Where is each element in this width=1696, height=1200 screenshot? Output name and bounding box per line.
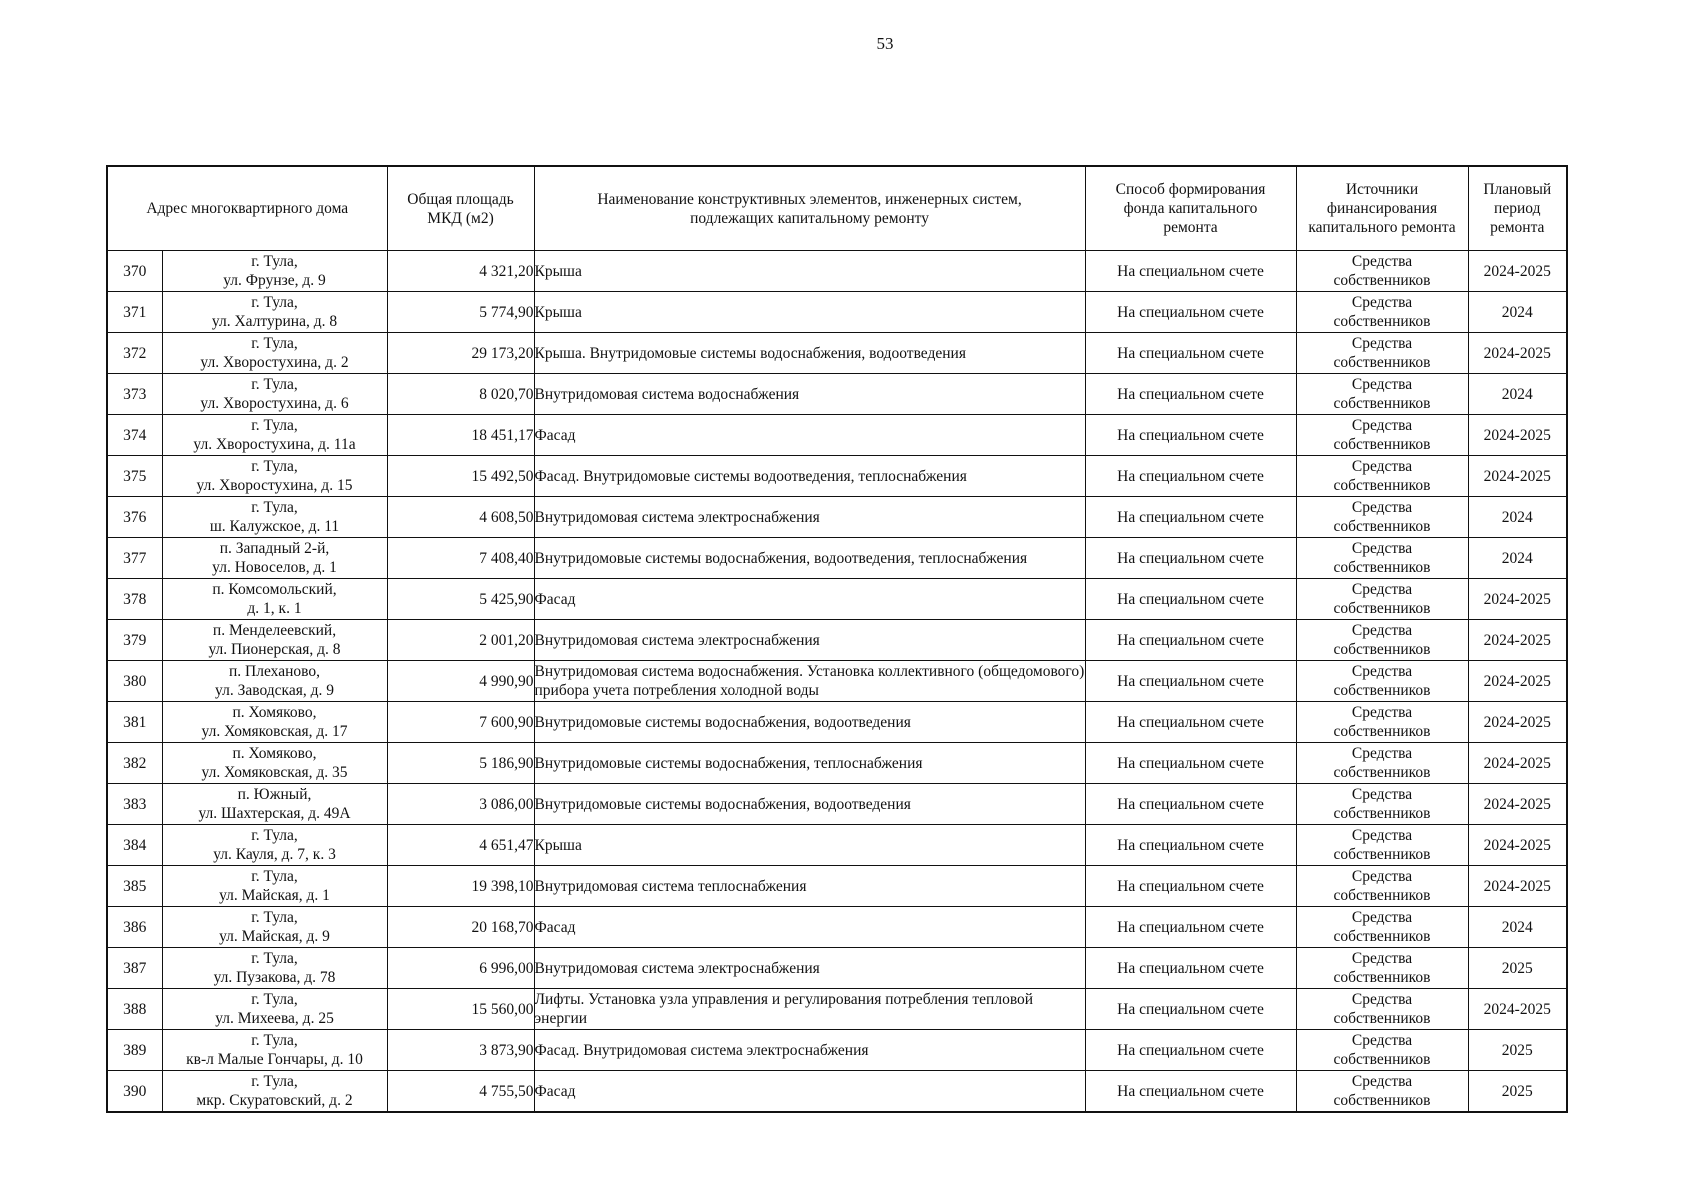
row-number: 387: [107, 948, 162, 989]
address-line-2: мкр. Скуратовский, д. 2: [196, 1092, 353, 1109]
source-cell: [1296, 415, 1468, 456]
row-number: 371: [107, 292, 162, 333]
address-line-2: ул. Хворостухина, д. 2: [200, 354, 349, 371]
source-cell: [1296, 1030, 1468, 1071]
source-cell: [1296, 825, 1468, 866]
area-cell: 4 651,47: [387, 825, 534, 866]
elements-cell: Фасад: [534, 907, 1085, 948]
elements-cell: Внутридомовая система водоснабжения. Установка коллективного (общедомового) прибора учета потребления холодной воды: [534, 661, 1085, 702]
address-line-1: п. Хомяково,: [232, 704, 317, 721]
table-row: [107, 292, 1567, 333]
source-cell: [1296, 907, 1468, 948]
address-cell: [162, 538, 387, 579]
elements-cell: Крыша: [534, 292, 1085, 333]
elements-cell: Крыша: [534, 825, 1085, 866]
area-cell: 5 774,90: [387, 292, 534, 333]
source-line-1: Средства: [1351, 991, 1413, 1008]
source-line-1: Средства: [1351, 745, 1413, 762]
address-line-2: ул. Хворостухина, д. 11а: [193, 436, 356, 453]
area-cell: 8 020,70: [387, 374, 534, 415]
source-cell: [1296, 333, 1468, 374]
address-line-2: ул. Хомяковская, д. 35: [201, 764, 348, 781]
source-line-1: Средства: [1351, 417, 1413, 434]
table-row: [107, 989, 1567, 1030]
source-line-1: Средства: [1351, 253, 1413, 270]
row-number: 374: [107, 415, 162, 456]
row-number: 382: [107, 743, 162, 784]
period-cell: 2024-2025: [1468, 251, 1567, 292]
row-number: 372: [107, 333, 162, 374]
method-cell: На специальном счете: [1085, 784, 1296, 825]
address-line-2: ул. Майская, д. 9: [219, 928, 330, 945]
table-row: [107, 415, 1567, 456]
row-number: 377: [107, 538, 162, 579]
method-cell: На специальном счете: [1085, 825, 1296, 866]
row-number: 381: [107, 702, 162, 743]
source-line-2: собственников: [1333, 477, 1431, 494]
table-row: [107, 374, 1567, 415]
address-line-2: ул. Пузакова, д. 78: [213, 969, 336, 986]
method-cell: На специальном счете: [1085, 456, 1296, 497]
period-cell: 2024-2025: [1468, 579, 1567, 620]
source-cell: [1296, 497, 1468, 538]
address-line-1: п. Западный 2-й,: [219, 540, 330, 557]
source-line-1: Средства: [1351, 540, 1413, 557]
elements-cell: Внутридомовые системы водоснабжения, водоотведения: [534, 784, 1085, 825]
row-number: 375: [107, 456, 162, 497]
address-cell: [162, 989, 387, 1030]
period-cell: 2024-2025: [1468, 825, 1567, 866]
row-number: 373: [107, 374, 162, 415]
source-cell: [1296, 989, 1468, 1030]
table-row: [107, 948, 1567, 989]
area-cell: 20 168,70: [387, 907, 534, 948]
header-source: Источники финансирования капитального ремонта: [1296, 166, 1468, 251]
address-line-1: г. Тула,: [251, 827, 298, 844]
address-line-2: ул. Шахтерская, д. 49А: [198, 805, 351, 822]
row-number: 376: [107, 497, 162, 538]
source-line-2: собственников: [1333, 600, 1431, 617]
address-line-1: г. Тула,: [251, 499, 298, 516]
row-number: 380: [107, 661, 162, 702]
elements-cell: Внутридомовые системы водоснабжения, водоотведения, теплоснабжения: [534, 538, 1085, 579]
method-cell: На специальном счете: [1085, 251, 1296, 292]
source-cell: [1296, 579, 1468, 620]
method-cell: На специальном счете: [1085, 743, 1296, 784]
area-cell: 15 492,50: [387, 456, 534, 497]
row-number: 370: [107, 251, 162, 292]
address-line-2: ул. Михеева, д. 25: [215, 1010, 334, 1027]
address-line-1: г. Тула,: [251, 458, 298, 475]
source-line-1: Средства: [1351, 663, 1413, 680]
source-cell: [1296, 538, 1468, 579]
period-cell: 2025: [1468, 1071, 1567, 1113]
area-cell: 3 086,00: [387, 784, 534, 825]
source-line-2: собственников: [1333, 272, 1431, 289]
row-number: 385: [107, 866, 162, 907]
address-line-2: ул. Фрунзе, д. 9: [223, 272, 326, 289]
source-line-2: собственников: [1333, 928, 1431, 945]
period-cell: 2024-2025: [1468, 415, 1567, 456]
source-line-2: собственников: [1333, 723, 1431, 740]
method-cell: На специальном счете: [1085, 907, 1296, 948]
source-line-1: Средства: [1351, 335, 1413, 352]
period-cell: 2024-2025: [1468, 743, 1567, 784]
table-row: [107, 784, 1567, 825]
address-line-1: г. Тула,: [251, 950, 298, 967]
method-cell: На специальном счете: [1085, 497, 1296, 538]
address-cell: [162, 374, 387, 415]
header-area: Общая площадь МКД (м2): [387, 166, 534, 251]
area-cell: 4 990,90: [387, 661, 534, 702]
source-line-1: Средства: [1351, 1032, 1413, 1049]
source-line-1: Средства: [1351, 581, 1413, 598]
source-line-2: собственников: [1333, 395, 1431, 412]
address-line-2: ул. Хворостухина, д. 6: [200, 395, 349, 412]
source-cell: [1296, 620, 1468, 661]
period-cell: 2024: [1468, 497, 1567, 538]
source-cell: [1296, 1071, 1468, 1113]
period-cell: 2024: [1468, 538, 1567, 579]
elements-cell: Внутридомовая система электроснабжения: [534, 948, 1085, 989]
table-row: [107, 1030, 1567, 1071]
address-cell: [162, 620, 387, 661]
table-row: [107, 620, 1567, 661]
source-cell: [1296, 866, 1468, 907]
source-line-1: Средства: [1351, 909, 1413, 926]
source-line-1: Средства: [1351, 622, 1413, 639]
address-cell: [162, 333, 387, 374]
address-cell: [162, 948, 387, 989]
elements-cell: Лифты. Установка узла управления и регулирования потребления тепловой энергии: [534, 989, 1085, 1030]
address-line-2: ул. Майская, д. 1: [219, 887, 330, 904]
source-line-1: Средства: [1351, 294, 1413, 311]
period-cell: 2024: [1468, 907, 1567, 948]
source-line-2: собственников: [1333, 846, 1431, 863]
period-cell: 2025: [1468, 948, 1567, 989]
source-cell: [1296, 743, 1468, 784]
address-cell: [162, 661, 387, 702]
source-cell: [1296, 374, 1468, 415]
address-cell: [162, 743, 387, 784]
period-cell: 2024-2025: [1468, 866, 1567, 907]
row-number: 388: [107, 989, 162, 1030]
source-line-2: собственников: [1333, 764, 1431, 781]
address-cell: [162, 907, 387, 948]
source-line-1: Средства: [1351, 704, 1413, 721]
address-line-2: ул. Заводская, д. 9: [215, 682, 334, 699]
address-cell: [162, 702, 387, 743]
period-cell: 2024-2025: [1468, 456, 1567, 497]
address-cell: [162, 866, 387, 907]
address-line-1: п. Плеханово,: [229, 663, 320, 680]
address-cell: [162, 251, 387, 292]
address-line-1: г. Тула,: [251, 868, 298, 885]
table-row: [107, 743, 1567, 784]
area-cell: 3 873,90: [387, 1030, 534, 1071]
period-cell: 2024-2025: [1468, 989, 1567, 1030]
table-row: [107, 579, 1567, 620]
period-cell: 2024-2025: [1468, 661, 1567, 702]
method-cell: На специальном счете: [1085, 292, 1296, 333]
source-line-2: собственников: [1333, 969, 1431, 986]
header-address: Адрес многоквартирного дома: [107, 166, 387, 251]
row-number: 384: [107, 825, 162, 866]
source-cell: [1296, 661, 1468, 702]
area-cell: 4 321,20: [387, 251, 534, 292]
source-line-2: собственников: [1333, 805, 1431, 822]
method-cell: На специальном счете: [1085, 948, 1296, 989]
elements-cell: Крыша: [534, 251, 1085, 292]
row-number: 390: [107, 1071, 162, 1113]
source-line-2: собственников: [1333, 1010, 1431, 1027]
table-row: [107, 251, 1567, 292]
source-line-2: собственников: [1333, 436, 1431, 453]
source-line-2: собственников: [1333, 1092, 1431, 1109]
address-cell: [162, 1030, 387, 1071]
method-cell: На специальном счете: [1085, 579, 1296, 620]
address-line-1: г. Тула,: [251, 1073, 298, 1090]
period-cell: 2024: [1468, 292, 1567, 333]
area-cell: 18 451,17: [387, 415, 534, 456]
address-line-1: п. Хомяково,: [232, 745, 317, 762]
source-line-2: собственников: [1333, 887, 1431, 904]
source-line-1: Средства: [1351, 458, 1413, 475]
elements-cell: Фасад. Внутридомовая система электроснабжения: [534, 1030, 1085, 1071]
address-line-1: г. Тула,: [251, 417, 298, 434]
period-cell: 2024-2025: [1468, 702, 1567, 743]
elements-cell: Внутридомовые системы водоснабжения, теплоснабжения: [534, 743, 1085, 784]
period-cell: 2024-2025: [1468, 784, 1567, 825]
elements-cell: Фасад. Внутридомовые системы водоотведения, теплоснабжения: [534, 456, 1085, 497]
source-cell: [1296, 702, 1468, 743]
source-line-1: Средства: [1351, 1073, 1413, 1090]
method-cell: На специальном счете: [1085, 333, 1296, 374]
elements-cell: Внутридомовая система теплоснабжения: [534, 866, 1085, 907]
row-number: 386: [107, 907, 162, 948]
address-line-1: п. Менделеевский,: [212, 622, 337, 639]
source-cell: [1296, 251, 1468, 292]
table-body: [107, 251, 1567, 1113]
area-cell: 2 001,20: [387, 620, 534, 661]
area-cell: 19 398,10: [387, 866, 534, 907]
source-line-2: собственников: [1333, 354, 1431, 371]
table-row: [107, 497, 1567, 538]
address-line-2: ул. Кауля, д. 7, к. 3: [213, 846, 336, 863]
method-cell: На специальном счете: [1085, 374, 1296, 415]
source-line-1: Средства: [1351, 786, 1413, 803]
source-line-2: собственников: [1333, 559, 1431, 576]
header-elements: Наименование конструктивных элементов, инженерных систем, подлежащих капитальному ремонту: [534, 166, 1085, 251]
address-line-2: кв-л Малые Гончары, д. 10: [186, 1051, 363, 1068]
row-number: 379: [107, 620, 162, 661]
area-cell: 29 173,20: [387, 333, 534, 374]
method-cell: На специальном счете: [1085, 1030, 1296, 1071]
table-row: [107, 907, 1567, 948]
area-cell: 7 408,40: [387, 538, 534, 579]
repair-table: [106, 165, 1568, 1113]
method-cell: На специальном счете: [1085, 702, 1296, 743]
table-row: [107, 1071, 1567, 1113]
source-cell: [1296, 948, 1468, 989]
row-number: 378: [107, 579, 162, 620]
method-cell: На специальном счете: [1085, 415, 1296, 456]
page-number: 53: [876, 34, 894, 53]
method-cell: На специальном счете: [1085, 989, 1296, 1030]
source-line-1: Средства: [1351, 827, 1413, 844]
method-cell: На специальном счете: [1085, 661, 1296, 702]
address-line-1: п. Южный,: [237, 786, 312, 803]
method-cell: На специальном счете: [1085, 866, 1296, 907]
row-number: 383: [107, 784, 162, 825]
elements-cell: Внутридомовая система электроснабжения: [534, 497, 1085, 538]
table-row: [107, 825, 1567, 866]
elements-cell: Фасад: [534, 415, 1085, 456]
address-line-2: ш. Калужское, д. 11: [209, 518, 340, 535]
method-cell: На специальном счете: [1085, 538, 1296, 579]
area-cell: 15 560,00: [387, 989, 534, 1030]
address-line-2: д. 1, к. 1: [247, 600, 302, 617]
area-cell: 4 755,50: [387, 1071, 534, 1113]
address-line-2: ул. Халтурина, д. 8: [211, 313, 338, 330]
table-row: [107, 538, 1567, 579]
address-line-1: п. Комсомольский,: [212, 581, 337, 598]
source-line-1: Средства: [1351, 376, 1413, 393]
table-row: [107, 333, 1567, 374]
source-line-1: Средства: [1351, 950, 1413, 967]
source-line-2: собственников: [1333, 682, 1431, 699]
source-line-1: Средства: [1351, 499, 1413, 516]
area-cell: 7 600,90: [387, 702, 534, 743]
address-line-1: г. Тула,: [251, 253, 298, 270]
header-method: Способ формирования фонда капитального ремонта: [1085, 166, 1296, 251]
table-row: [107, 702, 1567, 743]
address-cell: [162, 579, 387, 620]
address-line-2: ул. Пионерская, д. 8: [208, 641, 341, 658]
elements-cell: Крыша. Внутридомовые системы водоснабжения, водоотведения: [534, 333, 1085, 374]
address-line-1: г. Тула,: [251, 376, 298, 393]
method-cell: На специальном счете: [1085, 620, 1296, 661]
address-line-1: г. Тула,: [251, 335, 298, 352]
table-row: [107, 456, 1567, 497]
source-line-1: Средства: [1351, 868, 1413, 885]
row-number: 389: [107, 1030, 162, 1071]
method-cell: На специальном счете: [1085, 1071, 1296, 1113]
elements-cell: Фасад: [534, 579, 1085, 620]
period-cell: 2024: [1468, 374, 1567, 415]
period-cell: 2025: [1468, 1030, 1567, 1071]
elements-cell: Фасад: [534, 1071, 1085, 1113]
area-cell: 6 996,00: [387, 948, 534, 989]
header-period: Плановый период ремонта: [1468, 166, 1567, 251]
area-cell: 5 425,90: [387, 579, 534, 620]
address-line-1: г. Тула,: [251, 991, 298, 1008]
address-line-1: г. Тула,: [251, 294, 298, 311]
table-row: [107, 661, 1567, 702]
source-cell: [1296, 784, 1468, 825]
period-cell: 2024-2025: [1468, 620, 1567, 661]
period-cell: 2024-2025: [1468, 333, 1567, 374]
address-cell: [162, 497, 387, 538]
table-row: [107, 866, 1567, 907]
address-cell: [162, 415, 387, 456]
elements-cell: Внутридомовые системы водоснабжения, водоотведения: [534, 702, 1085, 743]
source-line-2: собственников: [1333, 518, 1431, 535]
source-cell: [1296, 456, 1468, 497]
address-line-2: ул. Хворостухина, д. 15: [196, 477, 353, 494]
source-line-2: собственников: [1333, 1051, 1431, 1068]
address-line-1: г. Тула,: [251, 909, 298, 926]
source-line-2: собственников: [1333, 313, 1431, 330]
area-cell: 4 608,50: [387, 497, 534, 538]
address-cell: [162, 456, 387, 497]
area-cell: 5 186,90: [387, 743, 534, 784]
source-line-2: собственников: [1333, 641, 1431, 658]
elements-cell: Внутридомовая система электроснабжения: [534, 620, 1085, 661]
address-cell: [162, 1071, 387, 1113]
address-cell: [162, 784, 387, 825]
address-line-1: г. Тула,: [251, 1032, 298, 1049]
table-header: [107, 166, 1567, 251]
address-cell: [162, 825, 387, 866]
address-line-2: ул. Новоселов, д. 1: [212, 559, 337, 576]
source-cell: [1296, 292, 1468, 333]
address-line-2: ул. Хомяковская, д. 17: [201, 723, 348, 740]
elements-cell: Внутридомовая система водоснабжения: [534, 374, 1085, 415]
address-cell: [162, 292, 387, 333]
